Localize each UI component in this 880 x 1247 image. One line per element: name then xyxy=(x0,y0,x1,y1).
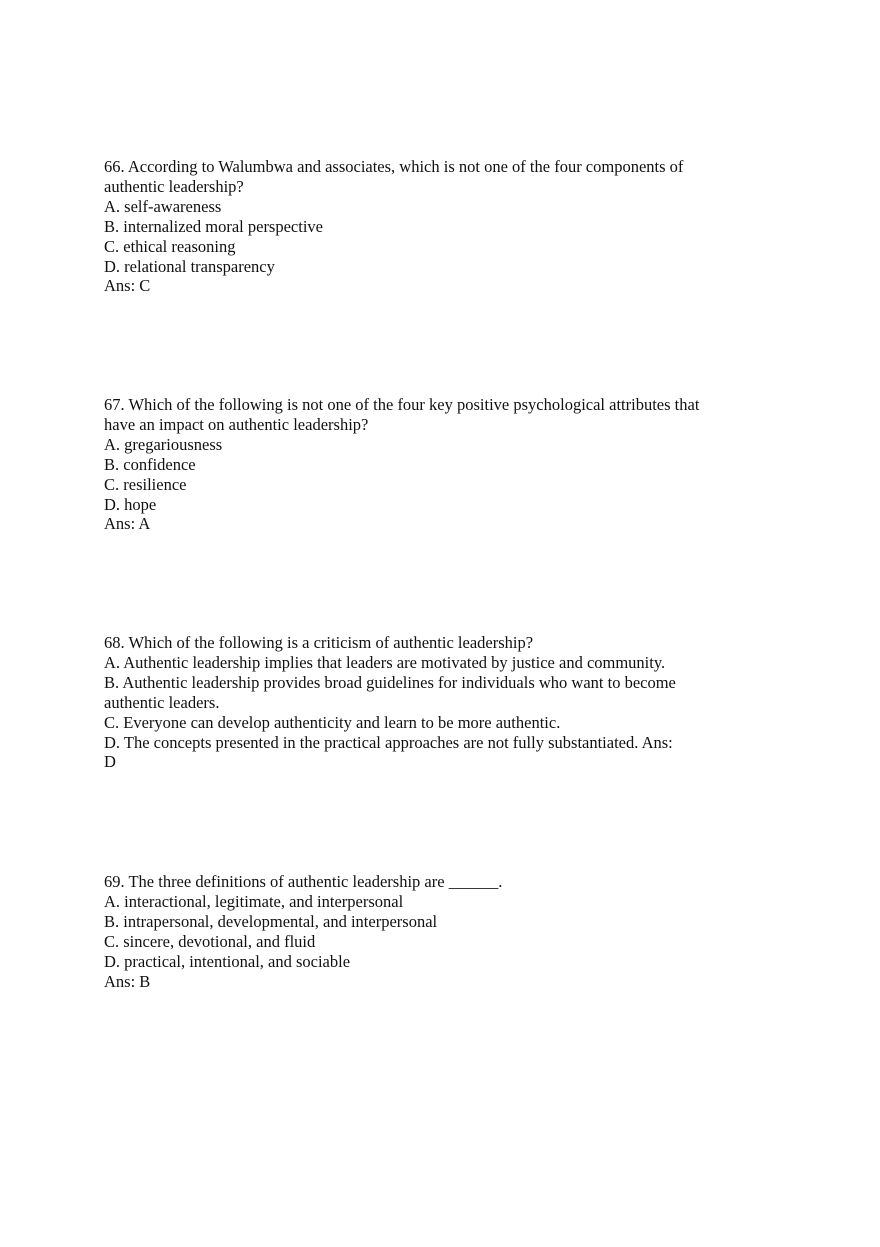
question-text: Which of the following is a criticism of authentic leadership? xyxy=(128,633,534,652)
question-text: According to Walumbwa and associates, which is not one of the four components of xyxy=(127,157,684,176)
option-d: D. hope xyxy=(104,494,157,514)
option-b: B. Authentic leadership provides broad guidelines for individuals who want to become xyxy=(104,672,676,692)
option-d: D. practical, intentional, and sociable xyxy=(104,951,351,971)
answer: Ans: C xyxy=(104,276,151,296)
option-c: C. ethical reasoning xyxy=(104,236,236,256)
option-b: B. intrapersonal, developmental, and interpersonal xyxy=(104,911,438,931)
answer-letter: D xyxy=(104,752,116,772)
option-d: D. relational transparency xyxy=(104,256,275,276)
question-66 xyxy=(104,157,744,296)
question-69 xyxy=(104,872,744,991)
question-text-line xyxy=(104,395,744,415)
option-b-continued: authentic leaders. xyxy=(104,692,220,712)
question-text-line: have an impact on authentic leadership? xyxy=(104,414,369,434)
option-b: B. internalized moral perspective xyxy=(104,216,323,236)
question-text: The three definitions of authentic leadership are ______. xyxy=(128,872,503,891)
answer: Ans: A xyxy=(104,514,151,534)
answer: Ans: B xyxy=(104,971,151,991)
question-number: 67. xyxy=(104,395,125,414)
question-text: Which of the following is not one of the four key positive psychological attributes that xyxy=(128,395,700,414)
option-c: C. sincere, devotional, and fluid xyxy=(104,931,316,951)
option-b: B. confidence xyxy=(104,454,196,474)
option-a: A. Authentic leadership implies that leaders are motivated by justice and community. xyxy=(104,652,666,672)
option-a: A. interactional, legitimate, and interpersonal xyxy=(104,891,404,911)
option-c: C. Everyone can develop authenticity and learn to be more authentic. xyxy=(104,712,561,732)
question-number: 66. xyxy=(104,157,125,176)
option-a: A. gregariousness xyxy=(104,434,223,454)
question-text-line xyxy=(104,633,744,653)
question-68 xyxy=(104,633,744,772)
option-c: C. resilience xyxy=(104,474,187,494)
option-a: A. self-awareness xyxy=(104,196,222,216)
question-number: 69. xyxy=(104,872,125,891)
option-d: D. The concepts presented in the practical approaches are not fully substantiated. Ans: xyxy=(104,732,673,752)
question-text-line: authentic leadership? xyxy=(104,176,244,196)
question-67 xyxy=(104,395,744,534)
question-text-line xyxy=(104,157,744,177)
question-number: 68. xyxy=(104,633,125,652)
question-text-line xyxy=(104,872,744,892)
